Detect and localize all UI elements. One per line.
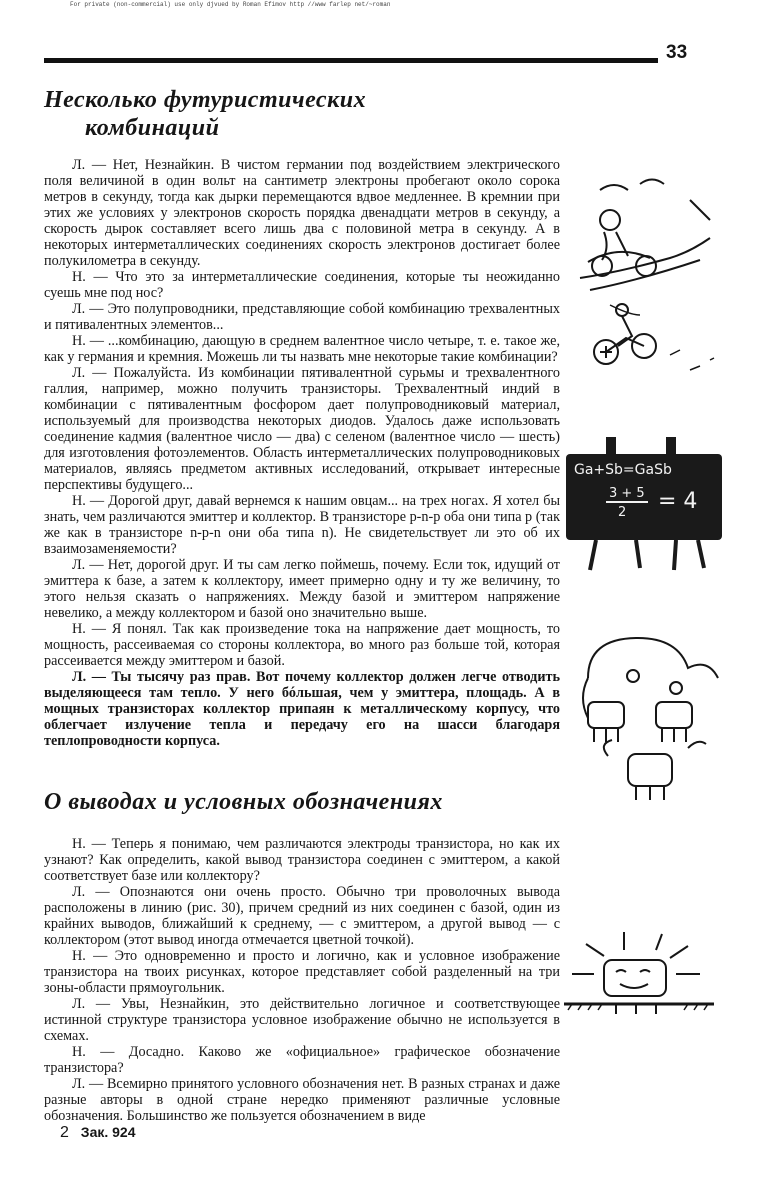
section2-title: О выводах и условных обозначениях bbox=[44, 789, 443, 815]
page-footer bbox=[60, 1124, 136, 1142]
bird-icon bbox=[600, 180, 664, 191]
paragraph: Л. — Нет, дорогой друг. И ты сам легко поймешь, почему. Если ток, идущий от эмиттера к базе, а затем к коллектору, имеет примерно одну и ту же величину, то этого нельзя сказать о напряжениях. Между базой и эмиттером напряжение невелико, а между коллектором и базой оно значительно выше. bbox=[44, 557, 560, 621]
section1-title-line1: Несколько футуристических bbox=[44, 87, 367, 113]
blackboard-numerator: 3 + 5 bbox=[606, 486, 648, 503]
section1-title bbox=[44, 86, 544, 142]
transistor-face-icon bbox=[604, 960, 666, 996]
section1-body bbox=[44, 157, 560, 749]
blackboard-illustration bbox=[566, 432, 726, 572]
section2-body bbox=[44, 836, 560, 1124]
paragraph: Н. — Я понял. Так как произведение тока на напряжение дает мощность, то мощность, рассеиваемая со стороны коллектора, во много раз больше той, которая рассеивается между эмиттером и базой. bbox=[44, 621, 560, 669]
paragraph: Л. — Это полупроводники, представляющие собой комбинацию трехвалентных и пятивалентных элементов... bbox=[44, 301, 560, 333]
transistor-figure-icon bbox=[588, 702, 624, 728]
paragraph: Л. — Всемирно принятого условного обозначения нет. В разных странах и даже разные авторы в одной стране нередко применяют различные условные обозначения. Большинство же пользуется обозначением в виде bbox=[44, 1076, 560, 1124]
heat-rays-icon bbox=[572, 932, 700, 974]
blackboard-denominator: 2 bbox=[618, 505, 627, 520]
blackboard-result: = 4 bbox=[658, 489, 698, 514]
transistor-heat-illustration bbox=[564, 928, 714, 1018]
rider-helmet-icon bbox=[600, 210, 620, 230]
paragraph: Л. — Пожалуйста. Из комбинации пятивалентной сурьмы и трехвалентного галлия, например, можно получить транзисторы. Трехвалентный индий в комбинации с пятивалентным фосфором дает полупроводниковый материал, используемый для производства некоторых диодов. Удалось даже использовать соединение кадмия (валентное число — два) с селеном (валентное число — шесть) для изготовления фотоэлементов. Область интерметаллических полупроводниковых материалов, являясь предметом активных исследований, открывает интересные перспективы будущего... bbox=[44, 365, 560, 493]
paragraph: Н. — ...комбинацию, дающую в среднем валентное число четыре, т. е. такое же, как у германия и кремния. Можешь ли ты назвать мне некоторые такие комбинации? bbox=[44, 333, 560, 365]
paragraph: Н. — Теперь я понимаю, чем различаются электроды транзистора, но как их узнают? Как определить, какой вывод транзистора соединен с эмиттером, а какой соответствует базе или коллектору? bbox=[44, 836, 560, 884]
paragraph: Л. — Увы, Незнайкин, это действительно логичное и соответствующее истинной структуре транзистора условное изображение обычно не используется в схемах. bbox=[44, 996, 560, 1044]
figure-head-icon bbox=[627, 670, 639, 682]
vehicles-illustration bbox=[570, 170, 720, 385]
blackboard-equation: Ga+Sb=GaSb bbox=[574, 462, 672, 478]
figure-head-icon bbox=[670, 682, 682, 694]
transistor-figure-icon bbox=[656, 702, 692, 728]
paragraph: Л. — Ты тысячу раз прав. Вот почему коллектор должен легче отводить выделяющееся там тепло. У него бóльшая, чем у эмиттера, площадь. А в мощных транзисторах коллектор припаян к металлическому корпусу, что облегчает излучение тепла и передачу его на шасси благодаря теплопроводности корпуса. bbox=[44, 669, 560, 749]
paragraph: Л. — Опознаются они очень просто. Обычно три проволочных вывода расположены в линию (рис. 30), причем средний из них соединен с базой, один из крайних выводов, ближайший к среднему, — с эмиттером, а другой вывод — с коллектором (этот вывод иногда отмечается цветной точкой). bbox=[44, 884, 560, 948]
transistor-figures-illustration bbox=[568, 628, 728, 808]
paragraph: Л. — Нет, Незнайкин. В чистом германии под воздействием электрического поля величиной в один вольт на сантиметр электроны пробегают около сорока метров в секунду, тогда как дырки перемещаются вдвое медленнее. В кремнии при этих же условиях у электронов скорость порядка двенадцати метров в секунду, а скорость дырок составляет всего лишь два с половиной метра в секунду. А в некоторых интерметаллических соединениях скорость электронов достигает более полукилометра в секунду. bbox=[44, 157, 560, 269]
signature-number: 2 bbox=[60, 1124, 69, 1141]
order-text: Зак. 924 bbox=[80, 1124, 136, 1140]
paragraph: Н. — Досадно. Каково же «официальное» графическое обозначение транзистора? bbox=[44, 1044, 560, 1076]
header-rule bbox=[44, 58, 658, 63]
transistor-figure-icon bbox=[628, 754, 672, 786]
page-number: 33 bbox=[666, 42, 688, 63]
header-note: For private (non-commercial) use only djvued by Roman Efimov http //www farlep net/~roman bbox=[70, 1, 391, 8]
paragraph: Н. — Дорогой друг, давай вернемся к нашим овцам... на трех ногах. Я хотел бы знать, чем различаются эмиттер и коллектор. В транзисторе p-n-p оба они типа p (так же как в транзисторе n-p-n они оба типа n). Не свидетельствует ли это об их взаимозаменяемости? bbox=[44, 493, 560, 557]
section1-title-line2: комбинаций bbox=[85, 115, 220, 141]
paragraph: Н. — Это одновременно и просто и логично, как и условное изображение транзистора на твоих рисунках, которое представляет собой разделенный на три зоны-области прямоугольник. bbox=[44, 948, 560, 996]
paragraph: Н. — Что это за интерметаллические соединения, которые ты неожиданно суешь мне под нос? bbox=[44, 269, 560, 301]
